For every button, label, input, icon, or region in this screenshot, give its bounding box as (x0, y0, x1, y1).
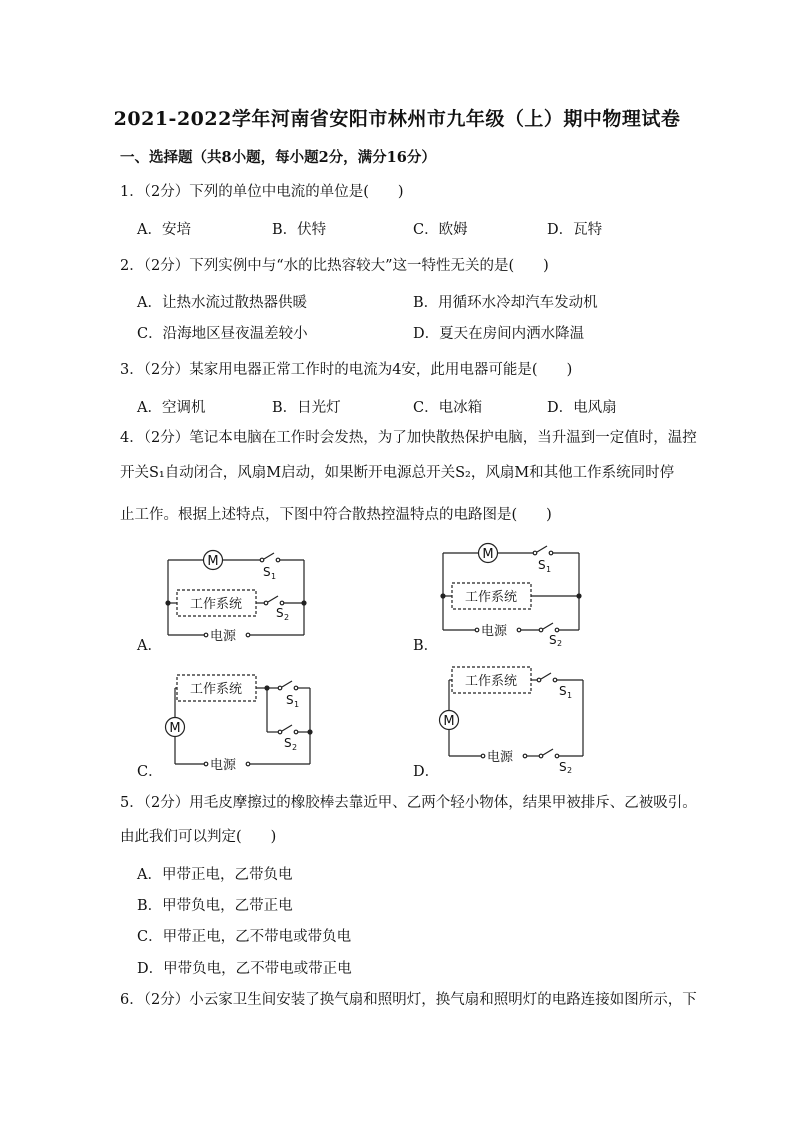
svg-text:1: 1 (294, 700, 300, 709)
q2-option-a: A．让热水流过散热器供暖 (137, 295, 307, 311)
svg-text:S: S (263, 565, 271, 579)
section-heading: 一、选择题（共8小题，每小题2分，满分16分） (120, 149, 436, 166)
svg-text:2: 2 (567, 766, 573, 774)
q1-option-d: D．瓦特 (547, 222, 603, 238)
svg-text:1: 1 (271, 572, 277, 581)
question-4-line-3: 止工作。根据上述特点，下图中符合散热控温特点的电路图是( ) (120, 507, 552, 523)
page-title: 2021-2022学年河南省安阳市林州市九年级（上）期中物理试卷 (113, 108, 681, 130)
circuit-diagram-a (160, 545, 320, 647)
svg-text:1: 1 (546, 565, 552, 574)
q5-option-c: C．甲带正电，乙不带电或带负电 (137, 929, 352, 945)
svg-text:S: S (538, 558, 546, 572)
svg-text:S: S (286, 693, 294, 707)
svg-text:工作系统: 工作系统 (464, 590, 518, 605)
svg-text:S: S (284, 736, 292, 750)
q5-option-d: D．甲带负电，乙不带电或带正电 (137, 961, 352, 977)
question-4-line-2: 开关S₁自动闭合，风扇M启动，如果断开电源总开关S₂，风扇M和其他工作系统同时停 (120, 465, 675, 481)
q3-option-b: B．日光灯 (272, 400, 341, 416)
question-1-stem: 1．（2分）下列的单位中电流的单位是( ) (120, 184, 404, 200)
svg-text:电源: 电源 (481, 624, 508, 639)
svg-text:2: 2 (284, 613, 290, 622)
q3-option-a: A．空调机 (137, 400, 206, 416)
q2-option-b: B．用循环水冷却汽车发动机 (413, 295, 598, 311)
circuit-diagram-d (435, 662, 595, 774)
circuit-diagram-c (160, 670, 320, 774)
svg-text:工作系统: 工作系统 (464, 674, 518, 689)
q1-option-c: C．欧姆 (413, 222, 468, 238)
q3-option-d: D．电风扇 (547, 400, 617, 416)
question-3-stem: 3．（2分）某家用电器正常工作时的电流为4安，此用电器可能是( ) (120, 362, 573, 378)
svg-text:M: M (169, 721, 181, 736)
svg-text:S: S (559, 760, 567, 774)
q5-option-b: B．甲带负电，乙带正电 (137, 898, 293, 914)
q3-option-c: C．电冰箱 (413, 400, 483, 416)
svg-text:M: M (482, 547, 494, 562)
svg-text:S: S (276, 606, 284, 620)
svg-text:工作系统: 工作系统 (189, 682, 243, 697)
svg-text:1: 1 (567, 691, 573, 700)
svg-text:2: 2 (557, 639, 563, 646)
q4-option-c-label: C． (137, 764, 163, 780)
svg-text:S: S (559, 684, 567, 698)
q2-option-c: C．沿海地区昼夜温差较小 (137, 326, 308, 342)
circuit-diagram-b (435, 538, 595, 646)
question-2-stem: 2．（2分）下列实例中与“水的比热容较大”这一特性无关的是( ) (120, 258, 549, 274)
svg-text:电源: 电源 (210, 758, 237, 773)
q4-option-b-label: B． (413, 638, 439, 654)
q5-option-a: A．甲带正电，乙带负电 (137, 867, 293, 883)
power-source-label: 电源 (210, 629, 237, 644)
motor-label: M (207, 554, 219, 569)
q1-option-a: A．安培 (137, 222, 191, 238)
svg-text:电源: 电源 (487, 750, 514, 765)
question-6-line-1: 6．（2分）小云家卫生间安装了换气扇和照明灯，换气扇和照明灯的电路连接如图所示，下 (120, 992, 697, 1008)
work-system-label: 工作系统 (189, 597, 243, 612)
q4-option-d-label: D． (413, 764, 440, 780)
question-4-line-1: 4．（2分）笔记本电脑在工作时会发热，为了加快散热保护电脑，当升温到一定值时，温控 (120, 430, 697, 446)
question-5-line-1: 5．（2分）用毛皮摩擦过的橡胶棒去靠近甲、乙两个轻小物体，结果甲被排斥、乙被吸引。 (120, 795, 697, 811)
q1-option-b: B．伏特 (272, 222, 327, 238)
q4-option-a-label: A． (137, 638, 162, 654)
svg-text:S: S (549, 633, 557, 646)
question-5-line-2: 由此我们可以判定( ) (120, 829, 277, 845)
q2-option-d: D．夏天在房间内洒水降温 (413, 326, 585, 342)
svg-text:M: M (443, 714, 455, 729)
svg-text:2: 2 (292, 743, 298, 752)
